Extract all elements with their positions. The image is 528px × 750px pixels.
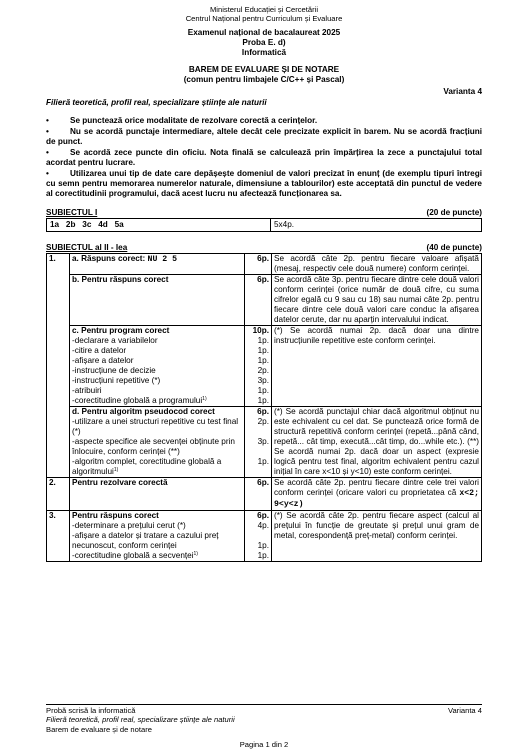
subject2-heading xyxy=(46,243,482,253)
variant-label: Varianta 4 xyxy=(443,87,482,97)
rule-item: • Se punctează orice modalitate de rezolvare corectă a cerințelor. xyxy=(46,116,318,126)
ministry-header: Ministerul Educației și Cercetării xyxy=(209,5,319,14)
table-row xyxy=(47,275,482,326)
points-cell: 10p. 1p. 1p. 1p. 2p. 3p. 1p. 1p. xyxy=(245,326,272,407)
item-label-cell: c. Pentru program corect -declarare a variabilelor -citire a datelor -afișare a datelor -instrucțiune de decizie -instrucțiuni repetitive (*) -atribuiri -corectitudine globală a programului$^{1)}$ xyxy=(70,326,245,407)
item-number: 3. xyxy=(47,511,70,562)
comment-cell: (*) Se acordă numai 2p. dacă doar una dintre instrucțiunile repetitive este conform cerinței. xyxy=(272,326,482,407)
comment-cell: (*) Se acordă punctajul chiar dacă algoritmul obținut nu este echivalent cu cel dat. Se punctează orice formă de structură repetitivă conform cerinței (repetă...până când, repetă... cât timp, execută...cât timp, do...while etc.). (**) Se acordă numai 2p. dacă doar un aspect (expresie logică pentru test final, algoritm echivalent pentru cazul inițial în care x<10 și y<10) este conform cerinței. xyxy=(272,407,482,478)
item-number: 2. xyxy=(47,478,70,511)
points-cell: 6p. 4p. 1p. 1p. xyxy=(245,511,272,562)
footer-filiera: Filieră teoretică, profil real, specializare științe ale naturii xyxy=(46,715,235,725)
filiera-label: Filieră teoretică, profil real, specializare științe ale naturii xyxy=(46,98,267,108)
footer-barem: Barem de evaluare și de notare xyxy=(46,724,152,734)
points-cell: 6p. xyxy=(245,275,272,326)
rule-item: • Se acordă zece puncte din oficiu. Nota finală se calculează prin împărțirea la zece a punctajului total acordat pentru lucrare. xyxy=(46,148,482,168)
table-row xyxy=(47,326,482,407)
rule-item: • Utilizarea unui tip de date care depășește domeniul de valori precizat în enunț (de exemplu tipuri întregi cu semn pentru memorarea numerelor naturale, dimensiune a tablourilor) este acceptată din punctul de vedere al corectitudinii programului, dacă acest lucru nu afectează funcționarea sa. xyxy=(46,169,482,199)
item-label-cell: b. Pentru răspuns corect xyxy=(70,275,245,326)
barem-title: BAREM DE EVALUARE ȘI DE NOTARE xyxy=(188,65,340,75)
comment-cell: (*) Se acordă câte 2p. pentru fiecare aspect (calcul al prețului în funcție de greutate și prețul unui gram de metal, corespondență preț-metal) conform cerinței. xyxy=(272,511,482,562)
page-number: Pagina 1 din 2 xyxy=(239,739,289,749)
item-label-cell: a. Răspuns corect: NU 2 5 xyxy=(70,254,245,275)
subject1-title: SUBIECTUL I xyxy=(46,208,98,218)
subject2-table xyxy=(46,253,482,562)
center-header: Centrul Național pentru Curriculum și Evaluare xyxy=(185,13,343,23)
subject1-scoring: 5x4p. xyxy=(271,219,482,232)
exam-title: Examenul național de bacalaureat 2025 xyxy=(187,28,341,38)
bullet-icon: • xyxy=(46,148,49,158)
footer-exam: Probă scrisă la informatică xyxy=(46,706,136,715)
rule-item: • Nu se acordă punctaje intermediare, altele decât cele precizate explicit în barem. Nu se acordă fracțiuni de punct. xyxy=(46,127,482,147)
table-row xyxy=(47,407,482,478)
answer-code: x<2; 9<y<z) xyxy=(274,489,479,510)
points-cell: 6p. 2p. 3p. 1p. xyxy=(245,407,272,478)
bullet-icon: • xyxy=(46,116,49,126)
comment-cell: Se acordă câte 2p. pentru fiecare dintre cele trei valori conform cerinței (oricare valori cu proprietatea că x<2; 9<y<z) xyxy=(272,478,482,511)
bullet-icon: • xyxy=(46,169,49,179)
exam-proba: Proba E. d) xyxy=(242,38,286,48)
table-row xyxy=(47,254,482,275)
subject2-points: (40 de puncte) xyxy=(426,243,482,253)
footer-variant: Varianta 4 xyxy=(447,706,482,715)
item-label-cell: Pentru rezolvare corectă xyxy=(70,478,245,511)
item-label-cell: Pentru răspuns corect -determinare a prețului cerut (*) -afișare a datelor și tratare a cazului preț necunoscut, conform cerinței -corectitudine globală a secvenței$^{1)}$ xyxy=(70,511,245,562)
table-row xyxy=(47,478,482,511)
document-page xyxy=(46,6,482,562)
subject2-title: SUBIECTUL al II - lea xyxy=(46,243,128,253)
barem-subtitle: (comun pentru limbajele C/C++ și Pascal) xyxy=(183,75,345,85)
answer-code: NU 2 5 xyxy=(147,255,178,265)
subject1-table xyxy=(46,218,482,232)
item-number: 1. xyxy=(47,254,70,478)
points-cell: 6p. xyxy=(245,254,272,275)
table-row xyxy=(47,511,482,562)
points-cell: 6p. xyxy=(245,478,272,511)
comment-cell: Se acordă câte 2p. pentru fiecare valoare afișată (mesaj, respectiv cele două numere) conform cerinței. xyxy=(272,254,482,275)
comment-cell: Se acordă câte 3p. pentru fiecare dintre cele două valori conform cerinței (orice număr de două cifre, cu suma cifrelor egală cu 9 sau cu 18) sau numai câte 2p. pentru fiecare dintre cele două valori care conduc la afișarea datelor cerute, dar nu aparțin intervalului indicat. xyxy=(272,275,482,326)
exam-subject: Informatică xyxy=(241,48,287,58)
subject1-answers: 1a 2b 3c 4d 5a xyxy=(47,219,271,232)
general-rules xyxy=(46,116,482,199)
bullet-icon: • xyxy=(46,127,49,137)
subject1-points: (20 de puncte) xyxy=(426,208,482,218)
subject1-heading xyxy=(46,208,482,218)
item-label-cell: d. Pentru algoritm pseudocod corect -utilizare a unei structuri repetitive cu test final (*) -aspecte specifice ale secvenței obținute prin înlocuire, conform cerinței (**) -algoritm complet, corectitudine globală a algoritmului$^{1)}$ xyxy=(70,407,245,478)
page-footer xyxy=(46,704,482,749)
